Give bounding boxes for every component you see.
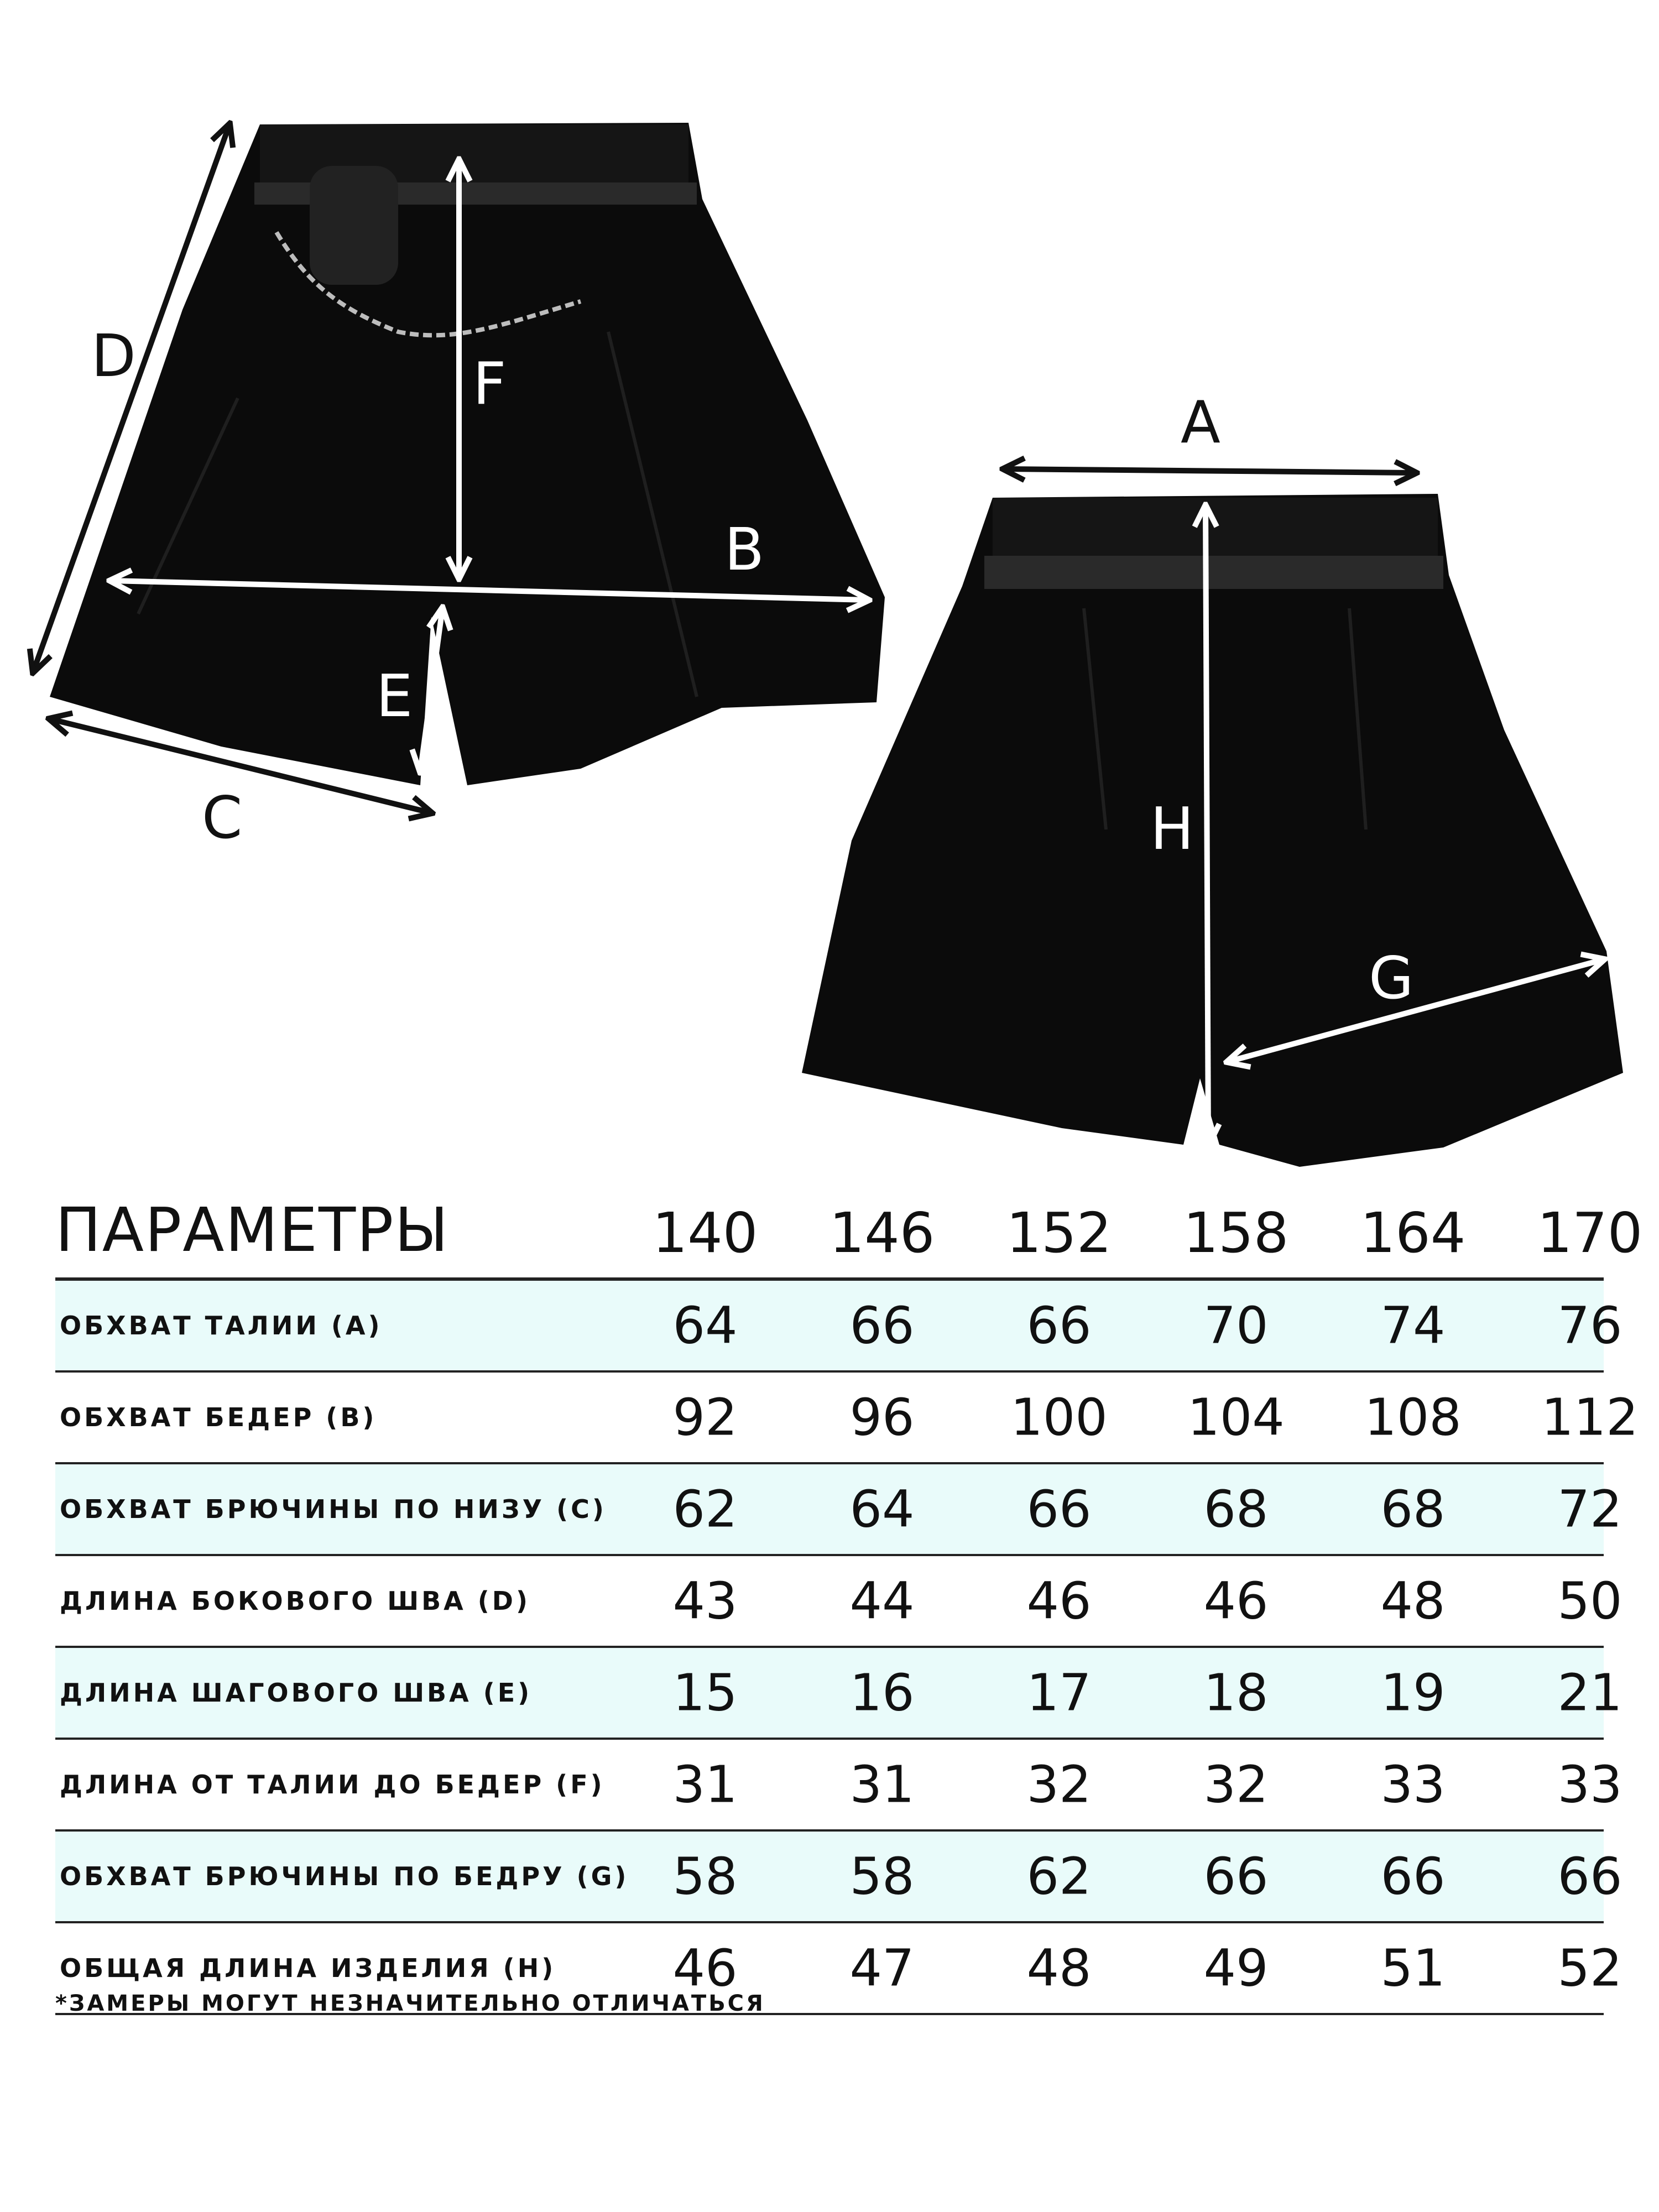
row-label: ДЛИНА ОТ ТАЛИИ ДО БЕДЕР (F) [60, 1770, 605, 1799]
front-view-shorts [50, 123, 885, 785]
table-cell: 46 [1203, 1571, 1269, 1631]
table-cell: 48 [1380, 1571, 1446, 1631]
table-row [55, 1740, 1623, 1832]
size-header: 146 [829, 1201, 935, 1265]
table-cell: 76 [1557, 1296, 1623, 1355]
table-cell: 31 [849, 1755, 915, 1814]
table-cell: 66 [849, 1296, 915, 1355]
table-cell: 64 [672, 1296, 738, 1355]
letter-f: F [473, 350, 507, 418]
letter-b: B [724, 516, 765, 583]
table-cell: 92 [672, 1387, 738, 1447]
size-header: 152 [1006, 1201, 1112, 1265]
table-cell: 68 [1380, 1479, 1446, 1539]
table-cell: 43 [672, 1571, 738, 1631]
table-row [55, 1648, 1623, 1740]
footnote: *ЗАМЕРЫ МОГУТ НЕЗНАЧИТЕЛЬНО ОТЛИЧАТЬСЯ [55, 1991, 765, 2016]
arrow-h [1206, 506, 1208, 1145]
table-cell: 58 [672, 1846, 738, 1906]
arrow-a [1004, 469, 1416, 473]
table-cell: 66 [1203, 1846, 1269, 1906]
table-cell: 66 [1026, 1296, 1092, 1355]
table-cell: 68 [1203, 1479, 1269, 1539]
table-cell: 74 [1380, 1296, 1446, 1355]
table-cell: 32 [1026, 1755, 1092, 1814]
table-cell: 66 [1026, 1479, 1092, 1539]
table-cell: 47 [849, 1938, 915, 1998]
table-cell: 49 [1203, 1938, 1269, 1998]
letter-e: E [376, 662, 413, 730]
table-cell: 70 [1203, 1296, 1269, 1355]
table-cell: 64 [849, 1479, 915, 1539]
table-cell: 31 [672, 1755, 738, 1814]
back-waistband [993, 498, 1438, 559]
table-cell: 52 [1557, 1938, 1623, 1998]
row-label: ДЛИНА БОКОВОГО ШВА (D) [60, 1586, 530, 1616]
table-cell: 17 [1026, 1663, 1092, 1723]
letter-c: C [202, 784, 243, 852]
table-cell: 15 [672, 1663, 738, 1723]
table-row [55, 1373, 1639, 1464]
table-cell: 33 [1380, 1755, 1446, 1814]
letter-a: A [1181, 389, 1220, 456]
table-cell: 72 [1557, 1479, 1623, 1539]
table-cell: 100 [1010, 1387, 1108, 1447]
table-cell: 66 [1380, 1846, 1446, 1906]
table-cell: 112 [1541, 1387, 1639, 1447]
size-table [55, 1194, 1643, 2015]
belt-pouch [310, 166, 398, 285]
table-cell: 108 [1364, 1387, 1462, 1447]
size-header: 170 [1537, 1201, 1643, 1265]
table-cell: 18 [1203, 1663, 1269, 1723]
table-title: ПАРАМЕТРЫ [55, 1194, 450, 1265]
letter-d: D [91, 322, 136, 390]
table-cell: 62 [1026, 1846, 1092, 1906]
table-header-row [55, 1194, 1643, 1281]
table-cell: 104 [1187, 1387, 1285, 1447]
table-cell: 51 [1380, 1938, 1446, 1998]
back-view-shorts [802, 494, 1623, 1167]
table-cell: 66 [1557, 1846, 1623, 1906]
row-label: ОБХВАТ БРЮЧИНЫ ПО НИЗУ (С) [60, 1494, 607, 1524]
row-label: ОБЩАЯ ДЛИНА ИЗДЕЛИЯ (Н) [60, 1953, 556, 1983]
table-cell: 19 [1380, 1663, 1446, 1723]
letter-h: H [1150, 795, 1194, 863]
table-cell: 16 [849, 1663, 915, 1723]
row-label: ОБХВАТ БЕДЕР (В) [60, 1402, 377, 1432]
table-row [55, 1556, 1623, 1648]
row-label: ОБХВАТ ТАЛИИ (А) [60, 1311, 383, 1340]
table-cell: 32 [1203, 1755, 1269, 1814]
size-header: 158 [1183, 1201, 1289, 1265]
table-cell: 46 [1026, 1571, 1092, 1631]
table-cell: 33 [1557, 1755, 1623, 1814]
table-row [55, 1832, 1623, 1923]
table-row [55, 1281, 1623, 1373]
table-cell: 58 [849, 1846, 915, 1906]
letter-g: G [1369, 945, 1414, 1012]
table-cell: 48 [1026, 1938, 1092, 1998]
table-cell: 50 [1557, 1571, 1623, 1631]
table-cell: 44 [849, 1571, 915, 1631]
row-label: ДЛИНА ШАГОВОГО ШВА (Е) [60, 1678, 533, 1708]
table-cell: 46 [672, 1938, 738, 1998]
size-header: 140 [652, 1201, 758, 1265]
table-cell: 96 [849, 1387, 915, 1447]
table-cell: 62 [672, 1479, 738, 1539]
row-label: ОБХВАТ БРЮЧИНЫ ПО БЕДРУ (G) [60, 1861, 629, 1891]
back-belt [984, 556, 1443, 589]
table-cell: 21 [1557, 1663, 1623, 1723]
table-row [55, 1464, 1623, 1556]
size-header: 164 [1360, 1201, 1466, 1265]
